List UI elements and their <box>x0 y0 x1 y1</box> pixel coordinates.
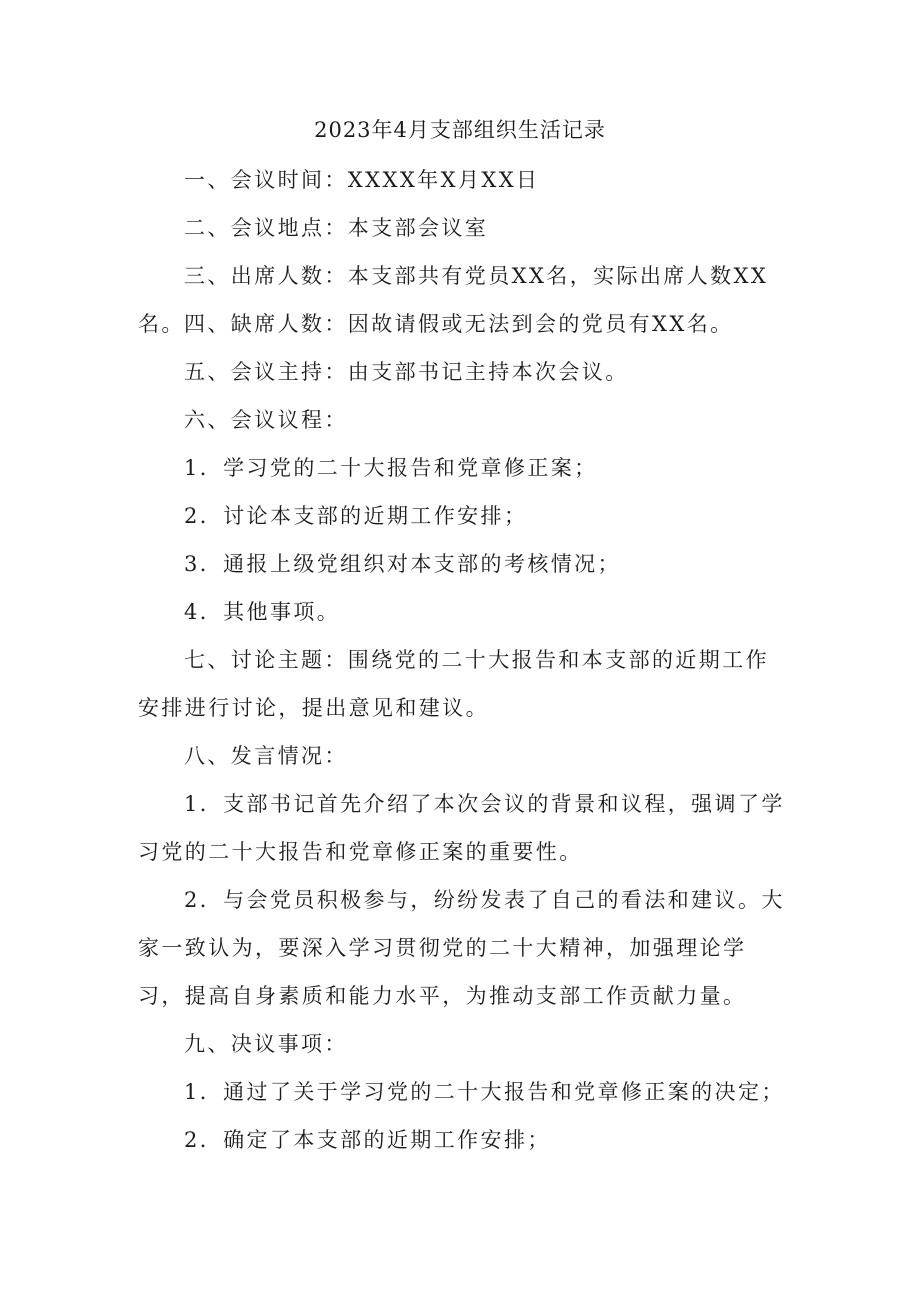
list-item-agenda-1: 1．学习党的二十大报告和党章修正案； <box>184 456 598 480</box>
paragraph-meeting-location: 二、会议地点：本支部会议室 <box>184 216 489 240</box>
list-item-resolution-1: 1．通过了关于学习党的二十大报告和党章修正案的决定； <box>184 1080 785 1104</box>
list-item-agenda-3: 3．通报上级党组织对本支部的考核情况； <box>184 552 621 576</box>
paragraph-attendance: 三、出席人数：本支部共有党员XX名，实际出席人数XX名。 <box>138 264 769 336</box>
list-item-speech-2: 2．与会党员积极参与，纷纷发表了自己的看法和建议。大家一致认为，要深入学习贯彻党的二十大精神，加强理论学习，提高自身素质和能力水平，为推动支部工作贡献力量。 <box>138 888 785 1008</box>
list-item-agenda-2: 2．讨论本支部的近期工作安排； <box>184 504 528 528</box>
paragraph-resolutions-heading: 九、决议事项： <box>184 1032 348 1056</box>
paragraph-discussion-topic: 七、讨论主题：围绕党的二十大报告和本支部的近期工作安排进行讨论，提出意见和建议。 <box>138 648 769 720</box>
paragraph-speeches-heading: 八、发言情况： <box>184 744 348 768</box>
paragraph-absence: 四、缺席人数：因故请假或无法到会的党员有XX名。 <box>184 312 734 336</box>
paragraph-host: 五、会议主持：由支部书记主持本次会议。 <box>184 360 629 384</box>
list-item-agenda-4: 4．其他事项。 <box>184 600 341 624</box>
paragraph-agenda-heading: 六、会议议程： <box>184 408 348 432</box>
list-item-resolution-2: 2．确定了本支部的近期工作安排； <box>184 1128 551 1152</box>
document-title: 2023年4月支部组织生活记录 <box>314 118 606 142</box>
list-item-speech-1: 1．支部书记首先介绍了本次会议的背景和议程，强调了学习党的二十大报告和党章修正案的重要性。 <box>138 792 785 864</box>
paragraph-meeting-time: 一、会议时间：XXXX年X月XX日 <box>184 168 540 192</box>
